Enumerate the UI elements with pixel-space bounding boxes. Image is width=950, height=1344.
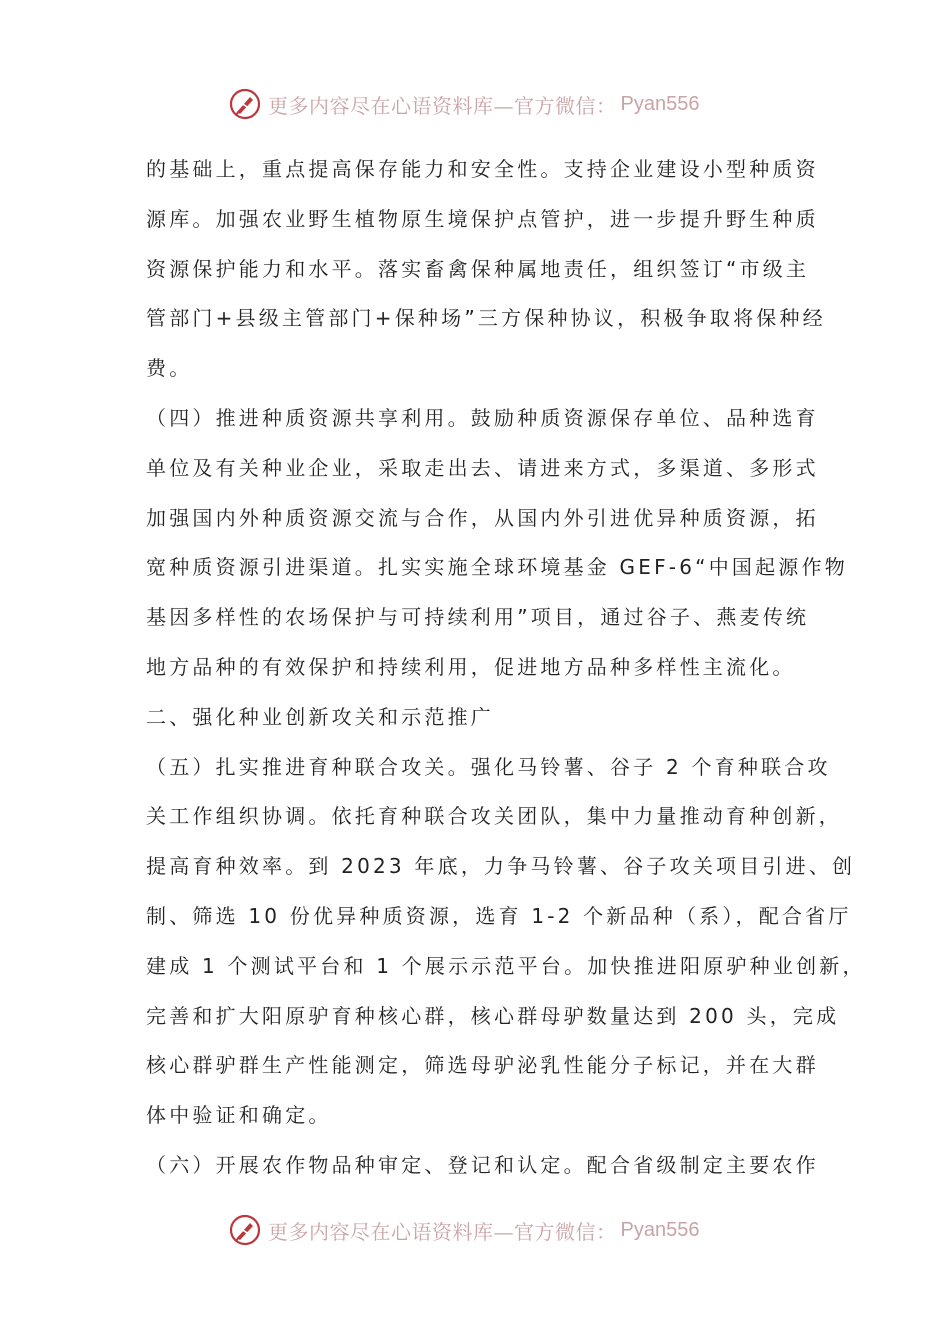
- header-watermark: [228, 86, 699, 122]
- text-line: 基因多样性的农场保护与可持续利用”项目，通过谷子、燕麦传统: [146, 605, 810, 630]
- text-line: 资源保护能力和水平。落实畜禽保种属地责任，组织签订“市级主: [146, 256, 810, 281]
- text-line: 关工作组织协调。依托育种联合攻关团队，集中力量推动育种创新，: [146, 804, 842, 829]
- text-line: 提高育种效率。到 2023 年底，力争马铃薯、谷子攻关项目引进、创: [146, 854, 856, 879]
- section-heading-4: （四）推进种质资源共享利用。鼓励种质资源保存单位、品种选育: [146, 405, 819, 430]
- chapter-heading: 二、强化种业创新攻关和示范推广: [146, 704, 494, 729]
- text-line: 地方品种的有效保护和持续利用，促进地方品种多样性主流化。: [146, 654, 796, 679]
- footer-watermark: [228, 1212, 699, 1248]
- document-body: [146, 145, 866, 1191]
- watermark-wechat-id: Pyan556: [620, 1218, 700, 1241]
- text-line: 宽种质资源引进渠道。扎实实施全球环境基金 GEF-6“中国起源作物: [146, 555, 848, 580]
- text-line: 建成 1 个测试平台和 1 个展示示范平台。加快推进阳原驴种业创新，: [146, 953, 866, 978]
- text-line: 制、筛选 10 份优异种质资源，选育 1-2 个新品种（系），配合省厅: [146, 903, 852, 928]
- section-heading-6: （六）开展农作物品种审定、登记和认定。配合省级制定主要农作: [146, 1152, 819, 1177]
- section-heading-5: （五）扎实推进育种联合攻关。强化马铃薯、谷子 2 个育种联合攻: [146, 754, 831, 779]
- text-line: 体中验证和确定。: [146, 1103, 332, 1128]
- watermark-wechat-id: Pyan556: [620, 92, 700, 115]
- text-line: 加强国内外种质资源交流与合作，从国内外引进优异种质资源，拓: [146, 505, 819, 530]
- watermark-text: 更多内容尽在心语资料库—官方微信：: [268, 93, 617, 118]
- text-line: 费。: [146, 356, 193, 381]
- text-line: 完善和扩大阳原驴育种核心群，核心群母驴数量达到 200 头，完成: [146, 1003, 840, 1028]
- text-line: 源库。加强农业野生植物原生境保护点管护，进一步提升野生种质: [146, 206, 819, 231]
- text-line: 核心群驴群生产性能测定，筛选母驴泌乳性能分子标记，并在大群: [146, 1053, 819, 1078]
- text-line: 管部门+县级主管部门+保种场”三方保种协议，积极争取将保种经: [146, 306, 826, 331]
- pen-logo-icon: [228, 87, 262, 121]
- text-line: 单位及有关种业企业，采取走出去、请进来方式，多渠道、多形式: [146, 455, 819, 480]
- watermark-text: 更多内容尽在心语资料库—官方微信：: [268, 1219, 617, 1244]
- text-line: 的基础上，重点提高保存能力和安全性。支持企业建设小型种质资: [146, 157, 819, 181]
- pen-logo-icon: [228, 1213, 262, 1247]
